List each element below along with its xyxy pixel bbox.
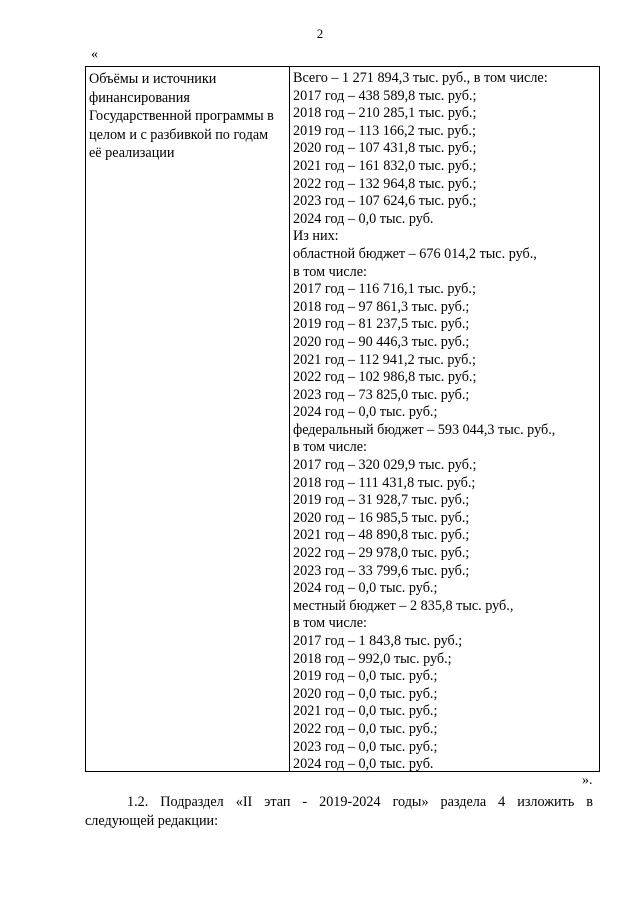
table-divider [289, 67, 290, 771]
paragraph-line: следующей редакции: [85, 813, 219, 829]
table-left-cell [89, 70, 287, 163]
right-cell-line: 2024 год – 0,0 тыс. руб.; [293, 404, 438, 421]
right-cell-line: 2023 год – 107 624,6 тыс. руб.; [293, 193, 477, 210]
right-cell-line: федеральный бюджет – 593 044,3 тыс. руб., [293, 421, 556, 438]
paragraph-line: 1.2. Подраздел «II этап - 2019-2024 годы» раздела 4 изложить в [127, 794, 593, 810]
funding-table [85, 66, 600, 772]
amendment-paragraph [85, 793, 593, 831]
right-cell-line: 2020 год – 107 431,8 тыс. руб.; [293, 140, 477, 157]
right-cell-line: 2021 год – 112 941,2 тыс. руб.; [293, 351, 476, 368]
right-cell-line: в том числе: [293, 439, 367, 456]
left-cell-line: Объёмы и источники [89, 71, 217, 87]
right-cell-line: в том числе: [293, 615, 367, 632]
close-quote: ». [582, 773, 593, 788]
right-cell-line: 2023 год – 0,0 тыс. руб.; [293, 738, 438, 755]
right-cell-line: 2017 год – 438 589,8 тыс. руб.; [293, 87, 477, 104]
right-cell-line: 2022 год – 0,0 тыс. руб.; [293, 720, 438, 737]
right-cell-line: 2018 год – 210 285,1 тыс. руб.; [293, 105, 477, 122]
right-cell-line: 2020 год – 0,0 тыс. руб.; [293, 685, 438, 702]
left-cell-line: финансирования [89, 89, 190, 106]
right-cell-line: в том числе: [293, 263, 367, 280]
right-cell-line: 2020 год – 16 985,5 тыс. руб.; [293, 509, 470, 526]
open-quote: « [91, 47, 98, 62]
right-cell-line: 2018 год – 992,0 тыс. руб.; [293, 650, 452, 667]
right-cell-line: 2018 год – 111 431,8 тыс. руб.; [293, 474, 476, 491]
right-cell-line: 2022 год – 102 986,8 тыс. руб.; [293, 369, 477, 386]
left-cell-line: Государственной программы в [89, 108, 274, 124]
right-cell-line: областной бюджет – 676 014,2 тыс. руб., [293, 245, 537, 262]
right-cell-line: 2023 год – 33 799,6 тыс. руб.; [293, 562, 470, 579]
right-cell-line: 2018 год – 97 861,3 тыс. руб.; [293, 298, 470, 315]
right-cell-line: 2024 год – 0,0 тыс. руб. [293, 210, 434, 227]
left-cell-line: её реализации [89, 145, 175, 161]
right-cell-line: Из них: [293, 228, 339, 245]
right-cell-line: 2019 год – 81 237,5 тыс. руб.; [293, 316, 470, 333]
right-cell-line: 2020 год – 90 446,3 тыс. руб.; [293, 333, 470, 350]
right-cell-line: 2024 год – 0,0 тыс. руб. [293, 756, 434, 773]
right-cell-line: 2017 год – 116 716,1 тыс. руб.; [293, 281, 476, 298]
right-cell-line: 2021 год – 0,0 тыс. руб.; [293, 703, 438, 720]
right-cell-line: 2022 год – 132 964,8 тыс. руб.; [293, 175, 477, 192]
right-cell-line: 2017 год – 320 029,9 тыс. руб.; [293, 457, 477, 474]
right-cell-line: 2023 год – 73 825,0 тыс. руб.; [293, 386, 470, 403]
right-cell-line: 2019 год – 113 166,2 тыс. руб.; [293, 122, 476, 139]
right-cell-line: 2017 год – 1 843,8 тыс. руб.; [293, 633, 463, 649]
table-right-cell [293, 70, 597, 774]
right-cell-line: 2022 год – 29 978,0 тыс. руб.; [293, 545, 470, 562]
left-cell-line: целом и с разбивкой по годам [89, 126, 269, 143]
right-cell-line: 2019 год – 0,0 тыс. руб.; [293, 668, 438, 685]
right-cell-line: Всего – 1 271 894,3 тыс. руб., в том числе: [293, 70, 548, 86]
right-cell-line: местный бюджет – 2 835,8 тыс. руб., [293, 597, 514, 614]
right-cell-line: 2024 год – 0,0 тыс. руб.; [293, 580, 438, 597]
right-cell-line: 2019 год – 31 928,7 тыс. руб.; [293, 492, 470, 509]
page-number: 2 [316, 26, 324, 41]
right-cell-line: 2021 год – 161 832,0 тыс. руб.; [293, 157, 477, 174]
right-cell-line: 2021 год – 48 890,8 тыс. руб.; [293, 527, 470, 544]
